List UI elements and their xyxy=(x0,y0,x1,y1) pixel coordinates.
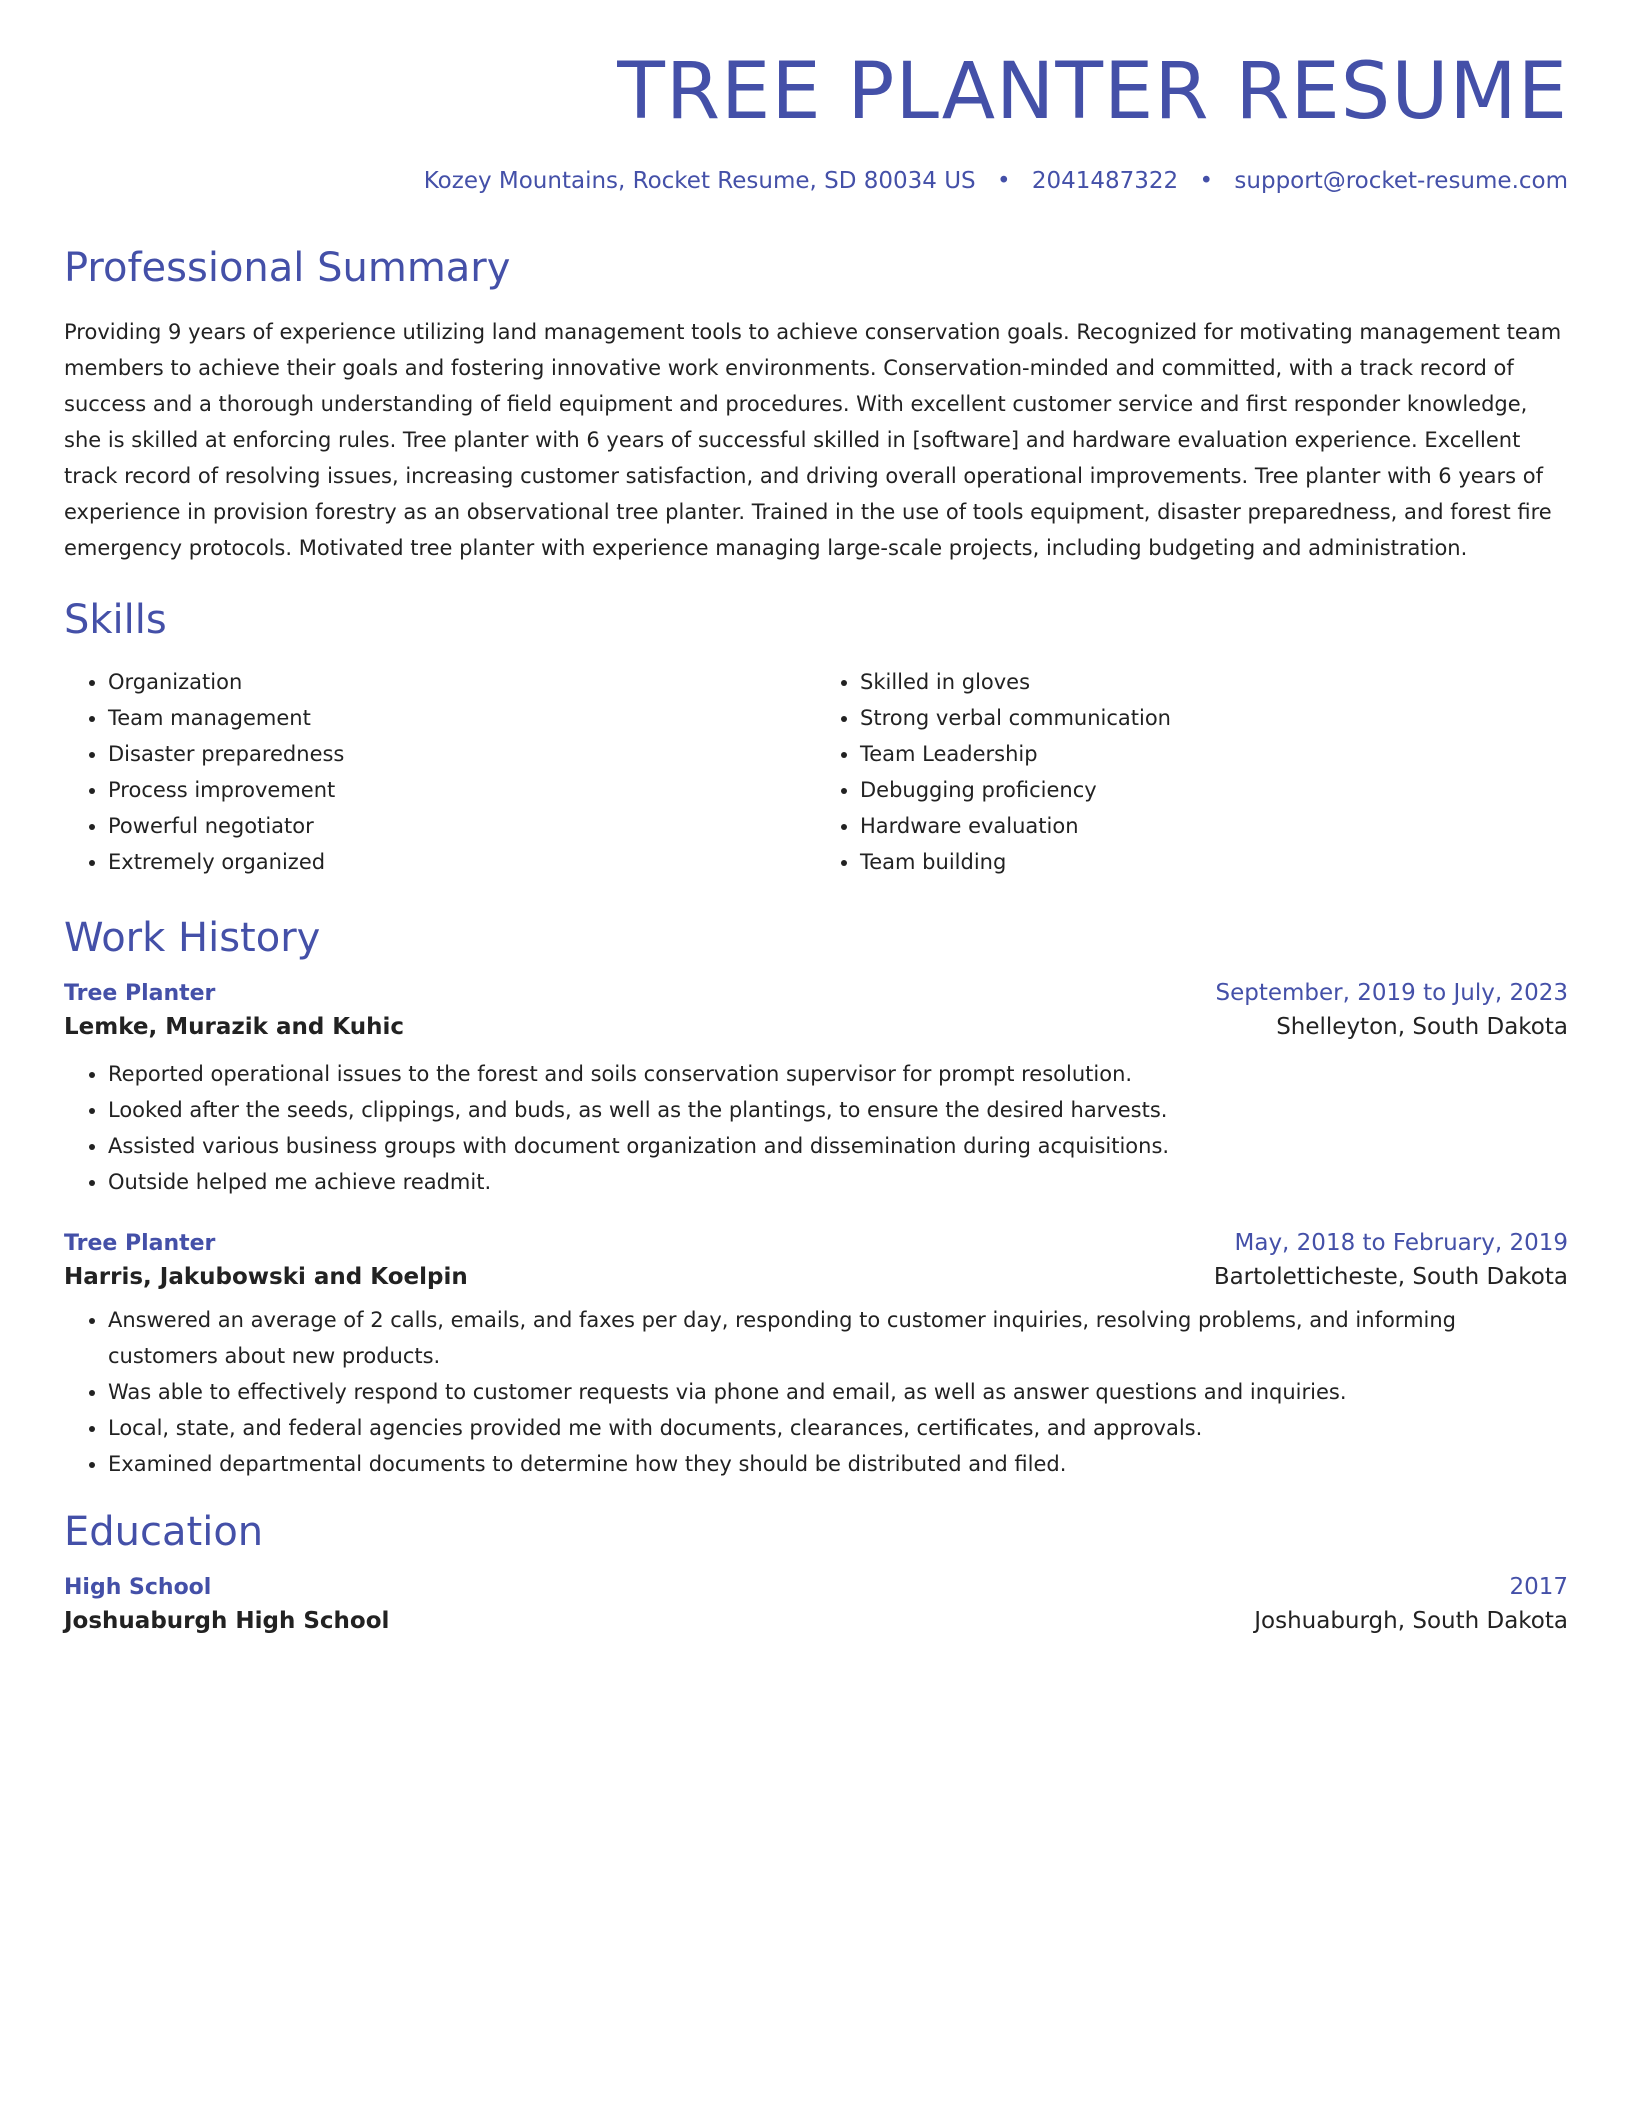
education-header xyxy=(64,1574,1568,1600)
skill-item: • Team management xyxy=(108,700,816,736)
skill-item: • Skilled in gloves xyxy=(860,664,1568,700)
skill-item: • Extremely organized xyxy=(108,844,816,880)
job-bullet: • Assisted various business groups with document organization and dissemination during acquisitions. xyxy=(108,1128,1568,1164)
skill-item: • Debugging proficiency xyxy=(860,772,1568,808)
skill-item: • Hardware evaluation xyxy=(860,808,1568,844)
education-entry xyxy=(64,1574,1568,1634)
job-bullet: • Outside helped me achieve readmit. xyxy=(108,1164,1568,1200)
job-bullets xyxy=(64,1302,1568,1482)
job-bullet: • Looked after the seeds, clippings, and buds, as well as the plantings, to ensure the desired harvests. xyxy=(108,1092,1568,1128)
contact-separator: • xyxy=(1199,167,1214,194)
education-year: 2017 xyxy=(1509,1573,1568,1600)
job-entry xyxy=(64,1230,1568,1482)
skill-item: • Organization xyxy=(108,664,816,700)
job-bullet: • Answered an average of 2 calls, emails, and faxes per day, responding to customer inquiries, resolving problems, and informing customers about new products. xyxy=(108,1302,1568,1374)
job-bullets xyxy=(64,1056,1568,1200)
job-company: Harris, Jakubowski and Koelpin xyxy=(64,1263,468,1290)
skill-item: • Team Leadership xyxy=(860,736,1568,772)
job-subheader xyxy=(64,1014,1568,1040)
education-location: Joshuaburgh, South Dakota xyxy=(1254,1607,1568,1634)
job-bullet: • Was able to effectively respond to customer requests via phone and email, as well as answer questions and inquiries. xyxy=(108,1374,1568,1410)
contact-phone: 2041487322 xyxy=(1031,167,1179,194)
work-history-heading: Work History xyxy=(64,914,321,961)
skill-item: • Disaster preparedness xyxy=(108,736,816,772)
job-header xyxy=(64,1230,1568,1256)
job-company: Lemke, Murazik and Kuhic xyxy=(64,1013,404,1040)
job-location: Bartoletticheste, South Dakota xyxy=(1213,1263,1568,1290)
job-dates: May, 2018 to February, 2019 xyxy=(1234,1229,1568,1256)
education-heading: Education xyxy=(64,1508,264,1555)
contact-email: support@rocket-resume.com xyxy=(1234,167,1568,194)
skills-column-left xyxy=(64,664,816,880)
job-bullet: • Reported operational issues to the forest and soils conservation supervisor for prompt resolution. xyxy=(108,1056,1568,1092)
contact-separator: • xyxy=(996,167,1011,194)
skills-list xyxy=(64,664,1568,880)
contact-line xyxy=(64,168,1568,194)
job-role: Tree Planter xyxy=(64,980,216,1006)
skills-column-right xyxy=(816,664,1568,880)
skill-item: • Team building xyxy=(860,844,1568,880)
job-dates: September, 2019 to July, 2023 xyxy=(1215,979,1568,1006)
job-entry xyxy=(64,980,1568,1200)
skill-item: • Process improvement xyxy=(108,772,816,808)
skill-item: • Strong verbal communication xyxy=(860,700,1568,736)
skill-item: • Powerful negotiator xyxy=(108,808,816,844)
job-subheader xyxy=(64,1264,1568,1290)
education-school: Joshuaburgh High School xyxy=(64,1607,390,1634)
job-bullet: • Local, state, and federal agencies provided me with documents, clearances, certificates, and approvals. xyxy=(108,1410,1568,1446)
education-subheader xyxy=(64,1608,1568,1634)
contact-address: Kozey Mountains, Rocket Resume, SD 80034 US xyxy=(423,167,976,194)
education-degree: High School xyxy=(64,1574,212,1600)
job-bullet: • Examined departmental documents to determine how they should be distributed and filed. xyxy=(108,1446,1568,1482)
job-location: Shelleyton, South Dakota xyxy=(1276,1013,1568,1040)
skills-heading: Skills xyxy=(64,596,167,643)
job-header xyxy=(64,980,1568,1006)
summary-text: Providing 9 years of experience utilizing land management tools to achieve conservation goals. Recognized for motivating management team members to achieve their goals and fostering innovative work environments. Conservation-minded and committed, with a track record of success and a thorough understanding of field equipment and procedures. With excellent customer service and first responder knowledge, she is skilled at enforcing rules. Tree planter with 6 years of successful skilled in [software] and hardware evaluation experience. Excellent track record of resolving issues, increasing customer satisfaction, and driving overall operational improvements. Tree planter with 6 years of experience in provision forestry as an observational tree planter. Trained in the use of tools equipment, disaster preparedness, and forest fire emergency protocols. Motivated tree planter with experience managing large-scale projects, including budgeting and administration. xyxy=(64,319,1562,560)
resume-title: TREE PLANTER RESUME xyxy=(617,47,1568,137)
job-role: Tree Planter xyxy=(64,1230,216,1256)
summary-heading: Professional Summary xyxy=(64,244,511,291)
